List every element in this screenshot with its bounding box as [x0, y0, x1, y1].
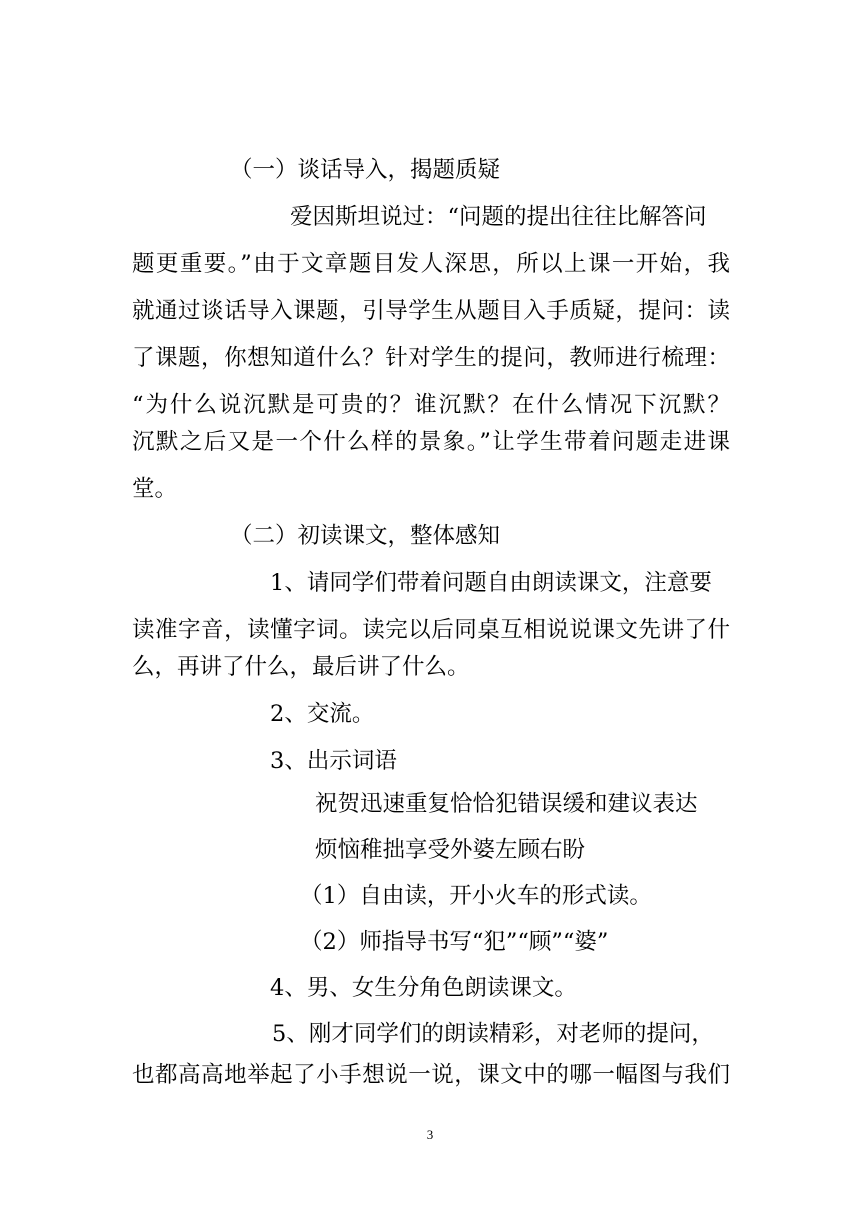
- list-item: 2、交流。: [270, 701, 375, 727]
- word-list-line: 祝贺迅速重复恰恰犯错误缓和建议表达: [315, 791, 698, 817]
- paragraph-line: 1、请同学们带着问题自由朗读课文，注意要: [270, 570, 712, 596]
- paragraph-line: 堂。: [132, 476, 178, 502]
- list-item: 3、出示词语: [270, 748, 397, 774]
- paragraph-line: 就通过谈话导入课题，引导学生从题目入手质疑，提问：读: [132, 298, 730, 324]
- paragraph-line: “为什么说沉默是可贵的？谁沉默？在什么情况下沉默？: [132, 392, 730, 418]
- paragraph-line: 也都高高地举起了小手想说一说，课文中的哪一幅图与我们: [132, 1062, 730, 1088]
- paragraph-line: 么，再讲了什么，最后讲了什么。: [132, 654, 470, 680]
- list-item: 5、刚才同学们的朗读精彩，对老师的提问，: [272, 1021, 714, 1047]
- list-item: 4、男、女生分角色朗读课文。: [270, 975, 577, 1001]
- sub-list-item: （1）自由读，开小火车的形式读。: [300, 883, 652, 909]
- paragraph-line: 爱因斯坦说过：“问题的提出往往比解答问: [290, 204, 707, 230]
- sub-list-item: （2）师指导书写“犯”“顾”“婆”: [300, 929, 609, 955]
- paragraph-line: 读准字音，读懂字词。读完以后同桌互相说说课文先讲了什: [132, 617, 730, 643]
- section-heading-2: （二）初读课文，整体感知: [230, 523, 501, 549]
- word-list-line: 烦恼稚拙享受外婆左顾右盼: [315, 837, 586, 863]
- paragraph-line: 了课题，你想知道什么？针对学生的提问，教师进行梳理：: [132, 345, 730, 371]
- paragraph-line: 题更重要。”由于文章题目发人深思，所以上课一开始，我: [132, 251, 730, 277]
- section-heading-1: （一）谈话导入，揭题质疑: [230, 157, 501, 183]
- page-number: 3: [426, 1127, 434, 1142]
- paragraph-line: 沉默之后又是一个什么样的景象。”让学生带着问题走进课: [132, 429, 730, 455]
